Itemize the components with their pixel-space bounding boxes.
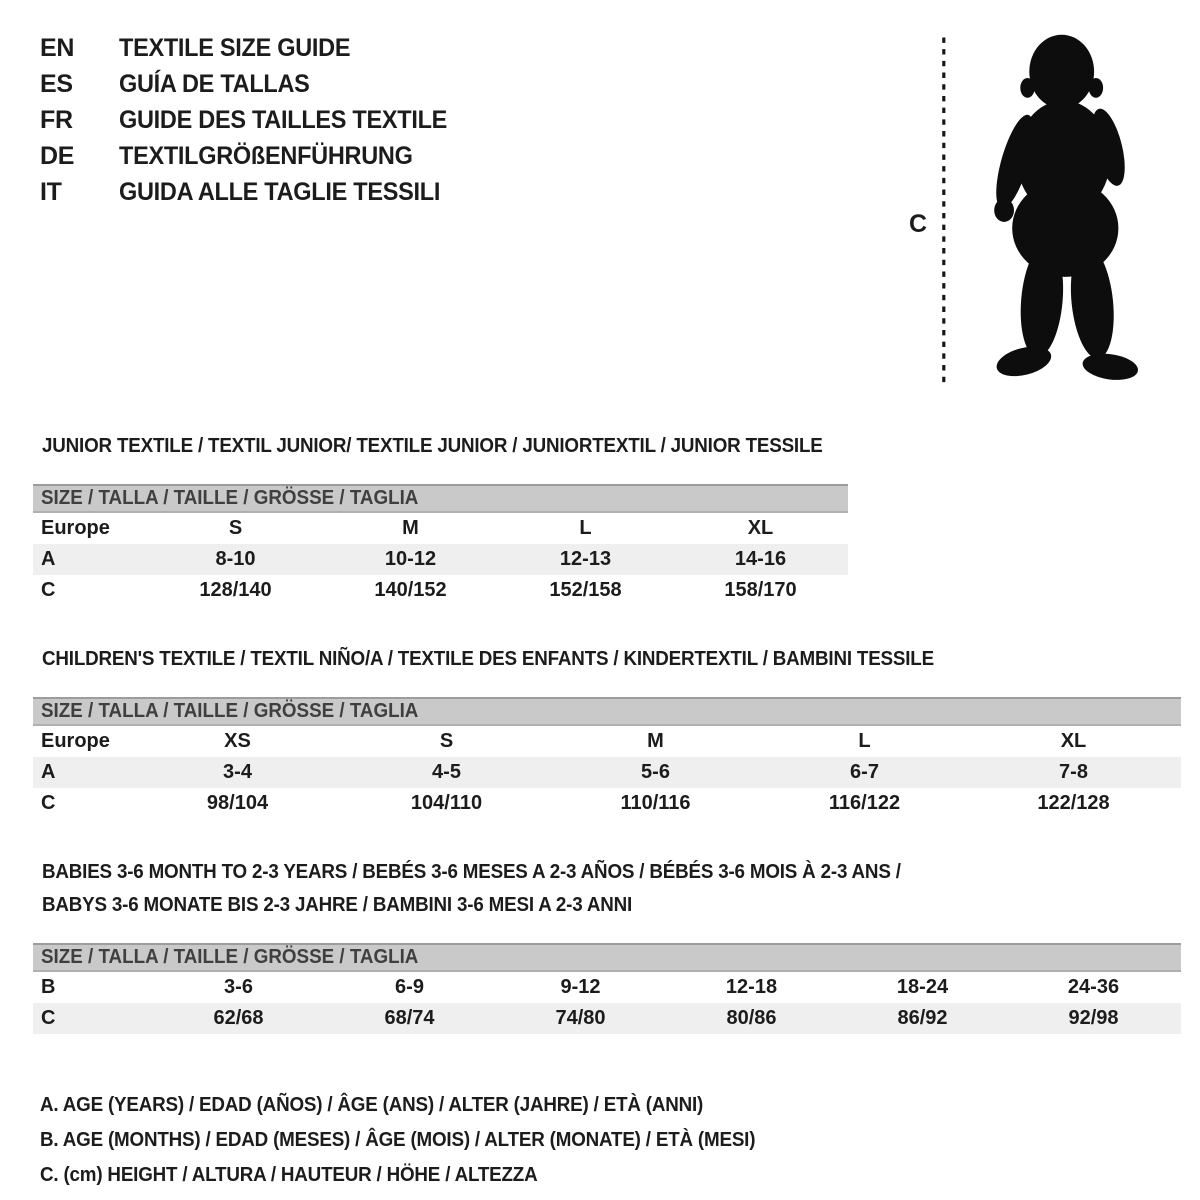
legend (40, 1088, 1170, 1193)
row-label: Europe (41, 517, 110, 539)
legend-line (40, 1123, 1170, 1158)
table-row (33, 972, 1181, 1003)
language-title: TEXTILE SIZE GUIDE (119, 34, 351, 62)
size-value: S (228, 517, 243, 539)
size-table-header (33, 484, 848, 513)
language-title: GUÍA DE TALLAS (119, 70, 310, 98)
section-title-text: BABYS 3-6 MONATE BIS 2-3 JAHRE / BAMBINI 3-6 MESI A 2-3 ANNI (42, 894, 633, 916)
section-title (42, 856, 1170, 889)
size-value: 8-10 (215, 548, 256, 570)
size-table (33, 943, 1181, 1034)
size-value: S (439, 730, 454, 752)
size-value: 152/158 (549, 579, 622, 601)
size-value: 62/68 (213, 1007, 264, 1029)
size-value: 3-6 (224, 976, 253, 998)
table-row (33, 513, 848, 544)
size-value: XL (747, 517, 774, 539)
table-row (33, 757, 1181, 788)
size-value: 110/116 (620, 792, 691, 814)
size-value: 116/122 (828, 792, 901, 814)
size-value: 98/104 (206, 792, 269, 814)
row-label: C (41, 792, 56, 814)
language-code: DE (40, 142, 75, 170)
size-value: 6-7 (850, 761, 879, 783)
section-title-block (40, 643, 1170, 676)
size-value: XS (224, 730, 251, 752)
section-title-block (40, 856, 1170, 922)
size-value: 6-9 (395, 976, 424, 998)
size-value: 12-18 (725, 976, 778, 998)
size-value: 140/152 (374, 579, 447, 601)
legend-line (40, 1158, 1170, 1193)
size-value: 14-16 (734, 548, 787, 570)
size-sections (40, 430, 1170, 1034)
size-value: L (858, 730, 871, 752)
size-table-header-text: SIZE / TALLA / TAILLE / GRÖSSE / TAGLIA (41, 946, 419, 968)
row-label: C (41, 579, 56, 601)
size-value: 7-8 (1059, 761, 1088, 783)
size-value: 3-4 (223, 761, 252, 783)
size-value: M (402, 517, 419, 539)
size-value: 80/86 (726, 1007, 777, 1029)
size-value: 24-36 (1067, 976, 1120, 998)
size-value: 18-24 (896, 976, 949, 998)
table-row (33, 726, 1181, 757)
section-title (42, 643, 1170, 676)
size-value: L (579, 517, 592, 539)
size-table-header (33, 943, 1181, 972)
row-label: A (41, 761, 56, 783)
language-code: EN (40, 34, 75, 62)
row-label: A (41, 548, 56, 570)
section-title-text: BABIES 3-6 MONTH TO 2-3 YEARS / BEBÉS 3-6 MESES A 2-3 AÑOS / BÉBÉS 3-6 MOIS À 2-3 ANS / (42, 861, 901, 883)
size-value: 128/140 (199, 579, 272, 601)
size-value: M (647, 730, 664, 752)
section-title-block (40, 430, 1170, 463)
language-code: IT (40, 178, 62, 206)
language-code: FR (40, 106, 73, 134)
size-value: 86/92 (897, 1007, 948, 1029)
table-row (33, 544, 848, 575)
table-row (33, 788, 1181, 819)
table-row (33, 1003, 1181, 1034)
size-section-junior (40, 430, 1170, 606)
legend-line (40, 1088, 1170, 1123)
section-title-text: JUNIOR TEXTILE / TEXTIL JUNIOR/ TEXTILE JUNIOR / JUNIORTEXTIL / JUNIOR TESSILE (42, 435, 823, 457)
size-value: 10-12 (384, 548, 437, 570)
size-value: 9-12 (560, 976, 601, 998)
size-value: 5-6 (641, 761, 670, 783)
legend-line-text: C. (cm) HEIGHT / ALTURA / HAUTEUR / HÖHE / ALTEZZA (40, 1164, 538, 1186)
height-measure-label: C (909, 210, 928, 238)
toddler-silhouette-icon (933, 10, 1158, 415)
section-title (42, 430, 1170, 463)
size-table-header-text: SIZE / TALLA / TAILLE / GRÖSSE / TAGLIA (41, 700, 419, 722)
size-value: 104/110 (410, 792, 483, 814)
section-title (42, 889, 1170, 922)
table-row (33, 575, 848, 606)
size-value: 4-5 (432, 761, 461, 783)
size-value: 122/128 (1037, 792, 1110, 814)
size-value: 92/98 (1068, 1007, 1119, 1029)
row-label: B (41, 976, 56, 998)
size-section-children (40, 643, 1170, 819)
language-title: TEXTILGRÖßENFÜHRUNG (119, 142, 413, 170)
language-code: ES (40, 70, 73, 98)
size-value: XL (1060, 730, 1087, 752)
height-figure (893, 10, 1183, 425)
size-table (33, 697, 1181, 819)
size-table (33, 484, 848, 606)
row-label: Europe (41, 730, 110, 752)
size-table-header-text: SIZE / TALLA / TAILLE / GRÖSSE / TAGLIA (41, 487, 419, 509)
size-section-babies (40, 856, 1170, 1034)
size-value: 74/80 (555, 1007, 606, 1029)
size-value: 68/74 (384, 1007, 435, 1029)
legend-line-text: A. AGE (YEARS) / EDAD (AÑOS) / ÂGE (ANS) / ALTER (JAHRE) / ETÀ (ANNI) (40, 1094, 704, 1116)
language-title: GUIDE DES TAILLES TEXTILE (119, 106, 448, 134)
legend-line-text: B. AGE (MONTHS) / EDAD (MESES) / ÂGE (MOIS) / ALTER (MONATE) / ETÀ (MESI) (40, 1129, 756, 1151)
size-table-header (33, 697, 1181, 726)
size-value: 158/170 (724, 579, 797, 601)
language-title: GUIDA ALLE TAGLIE TESSILI (119, 178, 441, 206)
row-label: C (41, 1007, 56, 1029)
section-title-text: CHILDREN'S TEXTILE / TEXTIL NIÑO/A / TEXTILE DES ENFANTS / KINDERTEXTIL / BAMBINI TESSILE (42, 648, 934, 670)
size-value: 12-13 (559, 548, 612, 570)
